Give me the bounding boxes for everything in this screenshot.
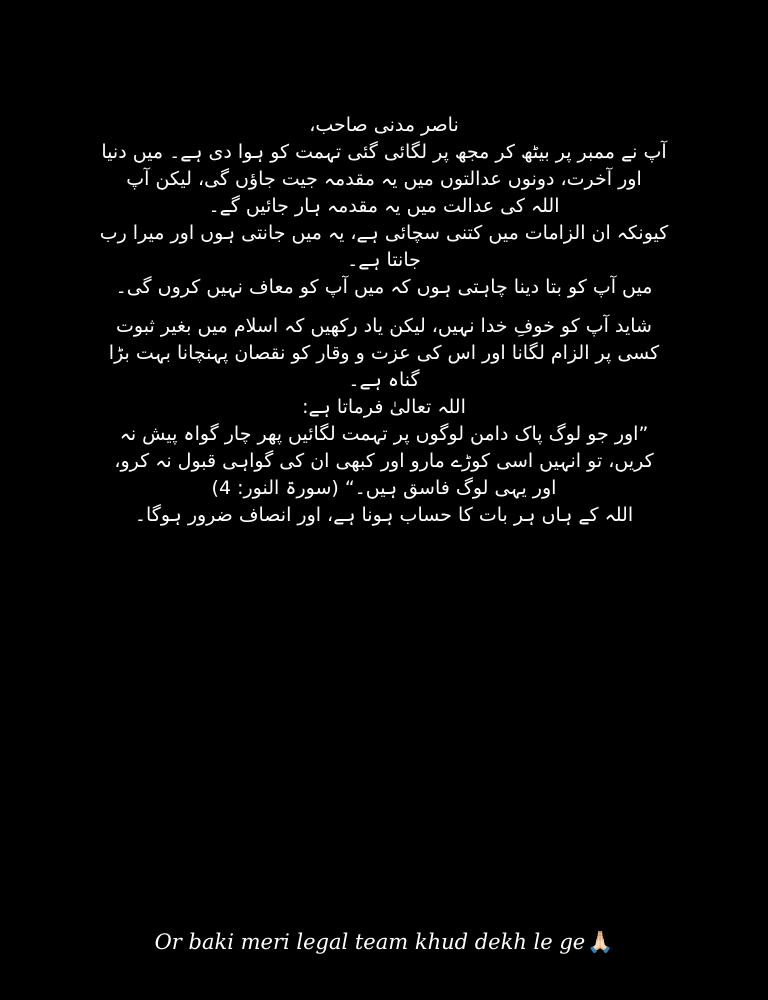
- message-line: گناہ ہے۔: [348, 369, 420, 391]
- folded-hands-icon: 🙏🏻: [587, 930, 614, 954]
- message-line: آپ نے ممبر پر بیٹھ کر مجھ پر لگائی گئی تہمت کو ہوا دی ہے۔ میں دنیا: [101, 141, 667, 163]
- message-line: جانتا ہے۔: [347, 249, 421, 271]
- footer-text: Or baki meri legal team khud dekh le ge: [154, 930, 586, 954]
- quran-quote-line: ”اور جو لوگ پاک دامن لوگوں پر تہمت لگائیں پھر چار گواہ پیش نہ: [119, 423, 649, 445]
- quran-quote-line: کریں، تو انہیں اسی کوڑے مارو اور کبھی ان کی گواہی قبول نہ کرو،: [114, 450, 654, 472]
- footer-caption: [0, 930, 768, 955]
- urdu-message: [90, 112, 678, 529]
- quote-intro-line: اللہ تعالیٰ فرماتا ہے:: [302, 396, 466, 418]
- paragraph-gap: [90, 301, 678, 313]
- message-line: کسی پر الزام لگانا اور اس کی عزت و وقار کو نقصان پہنچانا بہت بڑا: [108, 342, 660, 364]
- closing-line: اللہ کے ہاں ہر بات کا حساب ہونا ہے، اور انصاف ضرور ہوگا۔: [134, 504, 634, 526]
- message-line-salutation: ناصر مدنی صاحب،: [309, 114, 459, 136]
- message-line: کیونکہ ان الزامات میں کتنی سچائی ہے، یہ میں جانتی ہوں اور میرا رب: [99, 222, 669, 244]
- message-line: میں آپ کو بتا دینا چاہتی ہوں کہ میں آپ کو معاف نہیں کروں گی۔: [115, 276, 653, 298]
- message-line: اللہ کی عدالت میں یہ مقدمہ ہار جائیں گے۔: [208, 195, 560, 217]
- quran-quote-line: اور یہی لوگ فاسق ہیں۔“ (سورۃ النور: 4): [211, 477, 557, 499]
- message-line: شاید آپ کو خوفِ خدا نہیں، لیکن یاد رکھیں کہ اسلام میں بغیر ثبوت: [116, 315, 652, 337]
- message-line: اور آخرت، دونوں عدالتوں میں یہ مقدمہ جیت جاؤں گی، لیکن آپ: [126, 168, 642, 190]
